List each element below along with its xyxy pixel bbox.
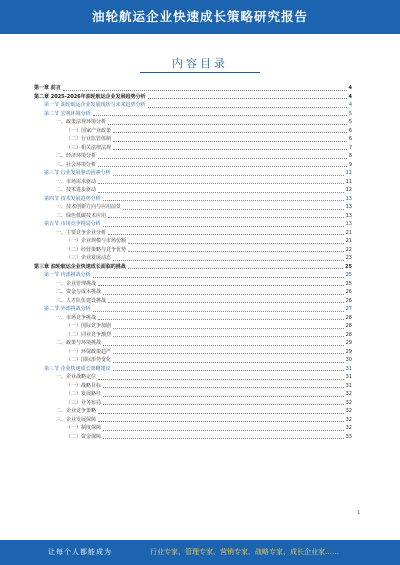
- toc-entry[interactable]: [34, 399, 352, 408]
- toc-dot-leader: [98, 183, 344, 184]
- toc-entry-page: 29: [345, 340, 352, 346]
- table-of-contents: [34, 84, 352, 502]
- toc-entry[interactable]: [34, 84, 352, 93]
- page-number: 1: [356, 510, 360, 516]
- toc-entry-page: 13: [345, 221, 352, 227]
- toc-dot-leader: [98, 166, 347, 167]
- toc-entry-page: 28: [345, 314, 352, 321]
- toc-entry-title: 第二节 外部挑战分析: [44, 306, 91, 312]
- toc-entry-page: 11: [345, 178, 352, 185]
- toc-entry-title: （一）国际竞争加剧: [66, 323, 112, 329]
- toc-dot-leader: [98, 319, 344, 320]
- toc-entry-title: 第三章 油轮航运企业快速成长面临的挑战: [34, 263, 126, 270]
- toc-entry[interactable]: [34, 161, 352, 170]
- toc-entry-title: （二）经营策略与竞争优势: [66, 246, 127, 253]
- toc-dot-leader: [63, 90, 347, 91]
- toc-dot-leader: [98, 413, 344, 414]
- toc-dot-leader: [103, 200, 344, 201]
- toc-entry[interactable]: [34, 390, 352, 399]
- toc-dot-leader: [108, 234, 344, 235]
- toc-entry-page: 26: [345, 297, 352, 304]
- toc-dot-leader: [128, 243, 344, 244]
- toc-entry-title: 第三节 企业快速成长策略建议: [44, 365, 111, 372]
- toc-entry[interactable]: [34, 322, 352, 331]
- toc-entry[interactable]: [34, 246, 352, 255]
- toc-dot-leader: [148, 107, 347, 108]
- toc-entry[interactable]: [34, 297, 352, 306]
- toc-entry-title: （二）资金保障: [66, 433, 102, 440]
- toc-entry-title: （三）业务布局: [66, 399, 102, 406]
- toc-dot-leader: [113, 328, 344, 329]
- toc-entry-page: 11: [345, 170, 352, 176]
- toc-entry-title: （三）企业发展动态: [66, 255, 112, 261]
- toc-dot-leader: [103, 345, 344, 346]
- toc-dot-leader: [98, 192, 344, 193]
- toc-entry[interactable]: [34, 416, 352, 425]
- toc-entry[interactable]: [34, 101, 352, 110]
- toc-entry-title: 第五节 市场竞争格局分析: [44, 221, 101, 227]
- toc-entry-title: 第三节 行业发展驱动因素分析: [44, 170, 111, 176]
- toc-entry-title: （二）行业监管体制: [66, 136, 112, 142]
- toc-entry-title: 第一节 油轮航运企业发展现状与未来趋势分析: [44, 102, 146, 108]
- toc-entry-title: 第二章 2025-2026年油轮航运企业发展趋势分析: [34, 93, 146, 100]
- toc-entry-page: 21: [345, 238, 352, 244]
- toc-entry-title: （一）环保政策趋严: [66, 348, 112, 355]
- toc-entry-page: 32: [345, 399, 352, 406]
- toc-entry-page: 6: [348, 136, 352, 142]
- toc-entry[interactable]: [34, 135, 352, 144]
- toc-entry[interactable]: [34, 305, 352, 314]
- toc-dot-leader: [113, 336, 344, 337]
- toc-entry[interactable]: [34, 212, 352, 221]
- toc-entry[interactable]: [34, 365, 352, 374]
- toc-dot-leader: [103, 438, 344, 439]
- toc-entry[interactable]: [34, 254, 352, 263]
- toc-entry[interactable]: [34, 127, 352, 136]
- toc-entry-page: 25: [345, 272, 352, 278]
- toc-entry[interactable]: [34, 348, 352, 357]
- toc-entry-page: 13: [345, 212, 352, 219]
- toc-heading: 内容目录: [172, 57, 228, 70]
- toc-entry-title: 第一章 前言: [34, 85, 61, 91]
- toc-entry-page: 8: [348, 153, 352, 159]
- toc-entry-page: 31: [345, 374, 352, 380]
- toc-dot-leader: [108, 217, 344, 218]
- toc-entry[interactable]: [34, 110, 352, 119]
- toc-dot-leader: [113, 132, 347, 133]
- toc-entry-title: （三）相关法律法规: [66, 144, 112, 151]
- toc-entry-title: 二、经济环境分析: [56, 153, 97, 159]
- toc-entry[interactable]: [34, 280, 352, 289]
- footer-expert-list: 行业专家、管理专家、营销专家、战略专家、成长企业家……: [150, 548, 339, 556]
- toc-entry-page: 4: [348, 102, 352, 108]
- toc-entry-title: （一）战略目标: [66, 382, 102, 389]
- toc-heading-underline: [140, 72, 260, 73]
- toc-entry-title: 二、资金与成本挑战: [56, 289, 102, 295]
- toc-dot-leader: [108, 302, 344, 303]
- toc-entry-title: （一）制度保障: [66, 425, 102, 431]
- toc-entry[interactable]: [34, 229, 352, 238]
- toc-entry[interactable]: [34, 93, 352, 102]
- toc-entry-page: 12: [345, 187, 352, 193]
- toc-dot-leader: [103, 430, 344, 431]
- toc-entry-title: 三、人才队伍建设挑战: [56, 297, 107, 304]
- toc-entry-page: 4: [348, 93, 352, 100]
- toc-dot-leader: [113, 260, 344, 261]
- toc-entry[interactable]: [34, 356, 352, 365]
- toc-entry-page: 31: [345, 382, 352, 389]
- toc-dot-leader: [103, 387, 344, 388]
- toc-entry-title: 一、主要竞争企业分析: [56, 229, 107, 236]
- toc-dot-leader: [103, 294, 344, 295]
- toc-entry-title: （一）国家产业政策: [66, 127, 112, 134]
- toc-dot-leader: [128, 268, 343, 269]
- toc-entry-page: 4: [348, 85, 352, 91]
- toc-entry[interactable]: [34, 373, 352, 382]
- toc-dot-leader: [93, 311, 344, 312]
- toc-dot-leader: [98, 158, 347, 159]
- toc-entry[interactable]: [34, 339, 352, 348]
- toc-entry[interactable]: [34, 220, 352, 229]
- toc-dot-leader: [98, 379, 344, 380]
- toc-dot-leader: [98, 421, 344, 422]
- toc-entry[interactable]: [34, 178, 352, 187]
- toc-dot-leader: [103, 396, 344, 397]
- toc-entry[interactable]: [34, 424, 352, 433]
- toc-entry-page: 32: [345, 391, 352, 397]
- toc-entry-title: 一、技术创新方向与应用前景: [56, 204, 122, 210]
- toc-entry[interactable]: [34, 152, 352, 161]
- toc-entry-title: 二、绿色低碳技术应用: [56, 212, 107, 219]
- toc-entry-title: 一、企业管理挑战: [56, 280, 97, 287]
- toc-entry-page: 25: [345, 263, 352, 270]
- toc-entry-title: 三、企业发展保障: [56, 416, 97, 423]
- toc-entry-title: 第二节 宏观环境分析: [44, 110, 91, 117]
- toc-entry-page: 31: [345, 365, 352, 372]
- toc-dot-leader: [113, 175, 344, 176]
- toc-entry-page: 9: [348, 161, 352, 168]
- toc-dot-leader: [113, 149, 347, 150]
- toc-entry[interactable]: [34, 237, 352, 246]
- toc-entry-page: 23: [345, 255, 352, 261]
- toc-entry-page: 5: [348, 119, 352, 125]
- toc-dot-leader: [113, 353, 344, 354]
- toc-entry-page: 7: [348, 144, 352, 151]
- toc-entry[interactable]: [34, 118, 352, 127]
- toc-entry-page: 32: [345, 425, 352, 431]
- toc-entry[interactable]: [34, 407, 352, 416]
- toc-entry-page: 13: [345, 204, 352, 210]
- toc-entry[interactable]: [34, 186, 352, 195]
- toc-entry-page: 27: [345, 306, 352, 312]
- toc-entry[interactable]: [34, 144, 352, 153]
- toc-entry[interactable]: [34, 382, 352, 391]
- toc-entry-page: 26: [345, 289, 352, 295]
- report-title: 油轮航运企业快速成长策略研究报告: [91, 9, 308, 24]
- toc-entry-page: 32: [345, 416, 352, 423]
- toc-entry-page: 21: [345, 229, 352, 236]
- toc-dot-leader: [113, 370, 344, 371]
- toc-entry-page: 13: [345, 195, 352, 202]
- toc-entry-page: 29: [345, 348, 352, 355]
- toc-entry-title: 三、社会环境分析: [56, 161, 97, 168]
- toc-entry[interactable]: [34, 169, 352, 178]
- toc-entry[interactable]: [34, 331, 352, 340]
- toc-dot-leader: [123, 209, 344, 210]
- toc-entry-title: （一）企业规模与市场份额: [66, 238, 127, 244]
- toc-entry[interactable]: [34, 263, 352, 272]
- toc-entry-page: 6: [348, 127, 352, 134]
- toc-entry-title: 二、技术进步驱动: [56, 187, 97, 193]
- toc-entry-page: 28: [345, 331, 352, 338]
- toc-entry-page: 32: [345, 408, 352, 414]
- toc-entry-page: 25: [345, 280, 352, 287]
- toc-entry-page: 22: [345, 246, 352, 253]
- toc-dot-leader: [103, 226, 344, 227]
- toc-entry-title: 第一节 内部挑战分析: [44, 272, 91, 278]
- toc-entry-page: 33: [345, 433, 352, 440]
- toc-entry-title: 二、企业竞争策略: [56, 408, 97, 414]
- toc-dot-leader: [93, 277, 344, 278]
- toc-entry-title: 一、市场竞争挑战: [56, 314, 97, 321]
- toc-entry-title: 二、政策与环境挑战: [56, 340, 102, 346]
- toc-dot-leader: [108, 124, 347, 125]
- toc-dot-leader: [113, 362, 344, 363]
- toc-entry-title: 一、企业战略定位: [56, 374, 97, 380]
- toc-entry-page: 28: [345, 323, 352, 329]
- footer-slogan: 让每个人都能成为: [48, 548, 112, 556]
- toc-entry-title: （二）同业竞争激烈: [66, 331, 112, 338]
- toc-entry[interactable]: [34, 271, 352, 280]
- toc-entry[interactable]: [34, 288, 352, 297]
- toc-entry[interactable]: [34, 314, 352, 323]
- toc-dot-leader: [93, 115, 347, 116]
- toc-entry[interactable]: [34, 195, 352, 204]
- toc-entry[interactable]: [34, 433, 352, 442]
- toc-entry[interactable]: [34, 203, 352, 212]
- toc-entry-title: （二）国际形势变化: [66, 357, 112, 363]
- toc-dot-leader: [98, 285, 344, 286]
- toc-entry-title: 一、市场需求驱动: [56, 178, 97, 185]
- toc-dot-leader: [113, 141, 347, 142]
- toc-entry-title: 第四节 技术发展趋势分析: [44, 195, 101, 202]
- toc-dot-leader: [103, 404, 344, 405]
- toc-entry-page: 5: [348, 110, 352, 117]
- toc-entry-page: 30: [345, 357, 352, 363]
- toc-dot-leader: [148, 98, 347, 99]
- toc-entry-title: 一、政策法规环境分析: [56, 119, 107, 125]
- toc-entry-title: （二）发展路径: [66, 391, 102, 397]
- toc-dot-leader: [128, 251, 344, 252]
